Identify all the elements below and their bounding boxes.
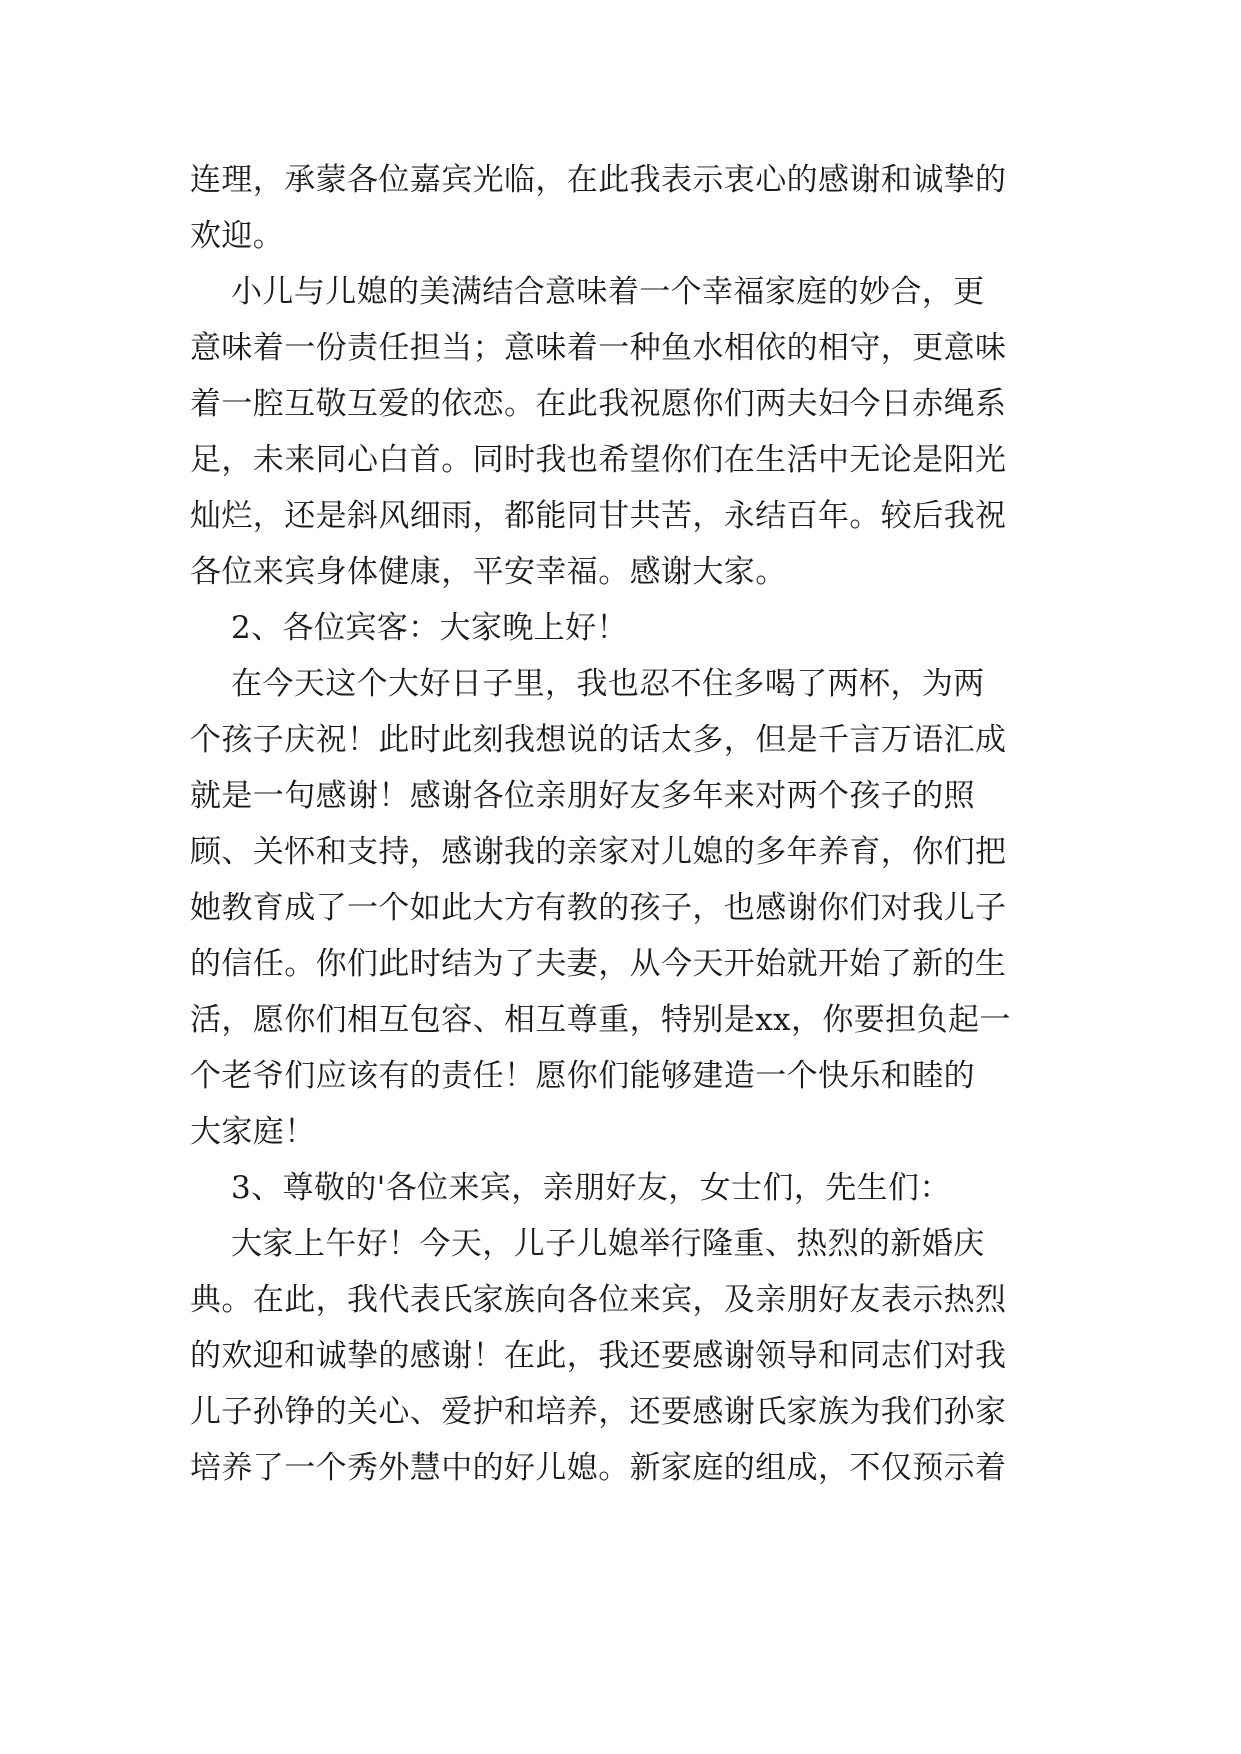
text-line-6: 足，未来同心白首。同时我也希望你们在生活中无论是阳光 xyxy=(190,442,1007,478)
text-line-10: 在今天这个大好日子里，我也忍不住多喝了两杯，为两 xyxy=(190,666,985,702)
text-line-16: 活，愿你们相互包容、相互尊重，特别是xx，你要担负起一 xyxy=(190,1002,1011,1038)
text-line-1: 连理，承蒙各位嘉宾光临，在此我表示衷心的感谢和诚挚的 xyxy=(190,162,1007,198)
text-line-19: 3、尊敬的'各位来宾，亲朋好友，女士们，先生们： xyxy=(190,1170,951,1206)
text-line-14: 她教育成了一个如此大方有教的孩子，也感谢你们对我儿子 xyxy=(190,890,1007,926)
text-line-11: 个孩子庆祝！此时此刻我想说的话太多，但是千言万语汇成 xyxy=(190,722,1007,758)
text-line-3: 小儿与儿媳的美满结合意味着一个幸福家庭的妙合，更 xyxy=(190,274,985,310)
text-line-13: 顾、关怀和支持，感谢我的亲家对儿媳的多年养育，你们把 xyxy=(190,834,1007,870)
text-line-24: 培养了一个秀外慧中的好儿媳。新家庭的组成，不仅预示着 xyxy=(190,1450,1007,1486)
text-line-12: 就是一句感谢！感谢各位亲朋好友多年来对两个孩子的照 xyxy=(190,778,975,814)
text-line-2: 欢迎。 xyxy=(190,218,285,254)
document-body xyxy=(190,160,1050,1504)
text-line-17: 个老爷们应该有的责任！愿你们能够建造一个快乐和睦的 xyxy=(190,1058,975,1094)
text-line-15: 的信任。你们此时结为了夫妻，从今天开始就开始了新的生 xyxy=(190,946,1007,982)
text-line-21: 典。在此，我代表氏家族向各位来宾，及亲朋好友表示热烈 xyxy=(190,1282,1007,1318)
text-line-23: 儿子孙铮的关心、爱护和培养，还要感谢氏家族为我们孙家 xyxy=(190,1394,1007,1430)
text-line-9: 2、各位宾客：大家晚上好！ xyxy=(190,610,628,646)
text-line-20: 大家上午好！今天，儿子儿媳举行隆重、热烈的新婚庆 xyxy=(190,1226,985,1262)
text-line-5: 着一腔互敬互爱的依恋。在此我祝愿你们两夫妇今日赤绳系 xyxy=(190,386,1007,422)
text-line-4: 意味着一份责任担当；意味着一种鱼水相依的相守，更意味 xyxy=(190,330,1007,366)
text-line-22: 的欢迎和诚挚的感谢！在此，我还要感谢领导和同志们对我 xyxy=(190,1338,1007,1374)
text-line-8: 各位来宾身体健康，平安幸福。感谢大家。 xyxy=(190,554,787,590)
text-line-18: 大家庭！ xyxy=(190,1114,316,1150)
text-line-7: 灿烂，还是斜风细雨，都能同甘共苦，永结百年。较后我祝 xyxy=(190,498,1007,534)
